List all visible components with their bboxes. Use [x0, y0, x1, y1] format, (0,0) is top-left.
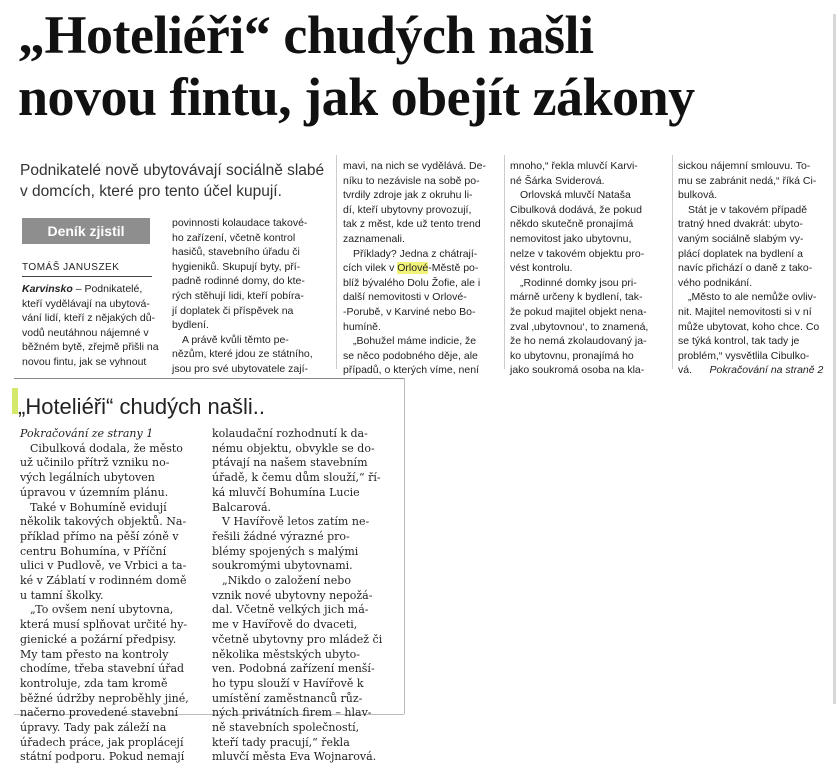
column-line: se něco podobného děje, ale	[343, 349, 478, 362]
column-line: ká mluvčí Bohumína Lucie	[212, 485, 360, 499]
column-line: povinnosti kolaudace takové-	[172, 217, 308, 229]
column-line: nelze v takovém objektu pro-	[510, 247, 645, 260]
column-line: „Nikdo o založení nebo	[222, 574, 351, 588]
column-line: ulici v Pudlově, ve Vrbici a ta-	[20, 559, 187, 573]
column-line: „Město to ale nemůže ovliv-	[688, 291, 817, 304]
column-line: Příklady? Jedna z chátrají-	[353, 247, 478, 260]
column-line: „Rodinné domky jsou pri-	[520, 276, 637, 289]
column-divider	[672, 155, 673, 369]
column-line: soukromými ubytovnami.	[212, 559, 353, 573]
column-line: zaznamenali.	[343, 232, 405, 245]
column-line: Karvinsko – Podnikatelé,	[22, 283, 143, 295]
headline	[18, 4, 828, 128]
column-line: Stát je v takovém případě	[688, 203, 808, 216]
dateline-place: Karvinsko	[22, 283, 73, 295]
column-line: me v Havířově do dvaceti,	[212, 618, 358, 632]
column-line: tak z měst, kde už tento trend	[343, 218, 481, 231]
column-line: kteří vydělávají na ubytová-	[22, 297, 150, 310]
column-line: načerno provedené stavební	[20, 706, 179, 720]
column-line: „Bohužel máme indicie, že	[353, 335, 477, 348]
column-divider	[504, 155, 505, 369]
column-line: že pokud majitel objekt nena-	[510, 305, 647, 318]
article-column-3	[343, 159, 503, 378]
column-line: se týká kontrol, tak tady je	[678, 335, 800, 348]
column-line: úřadech práce, jak proplácejí	[20, 735, 184, 749]
column-line: případů, o kterých víme, není	[343, 364, 479, 377]
column-line: Cibulková dodává, že pokud	[510, 203, 642, 216]
column-line: né Šárka Sviderová.	[510, 174, 605, 187]
section-divider	[14, 378, 404, 379]
column-line: humíně.	[343, 320, 381, 333]
column-line: ho zařízení, včetně kontrol	[172, 231, 296, 244]
column-line: běžném bytě, zřejmě přišli na	[22, 341, 159, 354]
column-line: vodů neutáhnou nájemné v	[22, 326, 149, 339]
article-column-2	[172, 216, 328, 377]
column-line: Cibulková dodala, že město	[30, 441, 183, 455]
column-line: novou fintu, jak se vyhnout	[22, 355, 147, 368]
column-line: může ubytovat, koho chce. Co	[678, 320, 820, 333]
column-line: která musí splňovat určité hy-	[20, 618, 188, 632]
column-line: nězům, které jdou ze státního,	[172, 348, 313, 361]
column-divider	[336, 155, 337, 369]
column-line: vých legálních ubytoven	[20, 471, 155, 485]
highlighted-word: Orlové	[397, 262, 429, 275]
column-line: včetně ubytovny pro mládež či	[212, 632, 383, 646]
column-line: níku to nezávisle na sobě po-	[343, 174, 480, 187]
column-line: nemovitost jako ubytovnu,	[510, 232, 632, 245]
column-line: ko ubytovnu, pronajímá ho	[510, 349, 634, 362]
continuation-column-2	[212, 427, 400, 765]
column-line: ven. Podobná zařízení menší-	[212, 662, 375, 676]
clipping-edge	[404, 378, 405, 714]
column-line: Balcarová.	[212, 500, 272, 514]
column-line: tratný hned dvakrát: ubyto-	[678, 218, 803, 231]
column-line: hasičů, stavebního úřadu či	[172, 246, 300, 259]
column-line: navíc přichází o daně z tako-	[678, 262, 813, 275]
column-line: gienické a požární předpisy.	[20, 632, 177, 646]
column-line: umístění zaměstnanců růz-	[212, 691, 363, 705]
column-line: ké v Záblatí v rodinném domě	[20, 574, 187, 588]
column-line: vá. Pokračování na straně 2	[678, 364, 824, 377]
column-line: úpravy. Tady pak záleží na	[20, 721, 167, 735]
column-line: bydlení.	[172, 319, 209, 332]
continuation-column-1	[20, 427, 206, 765]
column-line: vaným sociálně slabým vy-	[678, 232, 804, 245]
column-line: jsou pro své ubytovatele zají-	[172, 362, 308, 375]
column-line: vého podnikání.	[678, 276, 753, 289]
column-line: mnoho,“ řekla mluvčí Karvi-	[510, 160, 638, 172]
column-line: mluvčí města Eva Wojnarová.	[212, 750, 377, 764]
column-line: státní podporu. Pokud nemají	[20, 750, 185, 764]
column-line: „To ovšem není ubytovna,	[30, 603, 174, 617]
column-line: centru Bohumína, v Příční	[20, 544, 167, 558]
column-line: nému objektu, obvykle se do-	[212, 441, 375, 455]
column-line: mu se zabránit nedá,“ říká Ci-	[678, 174, 817, 187]
column-line: kteří tady pracují,“ řekla	[212, 735, 350, 749]
column-line: několik takových objektů. Na-	[20, 515, 187, 529]
column-line: ných privátních firem – hlav-	[212, 706, 372, 720]
column-line: kontroluje, zda tam kromě	[20, 676, 168, 690]
column-line: řešili žádné výrazné pro-	[212, 529, 350, 543]
column-line: cích vilek v Orlové-Městě po-	[343, 262, 479, 275]
article-column-1	[22, 282, 159, 370]
column-line: zval ‚ubytovnou‘, to znamená,	[510, 320, 649, 333]
column-line: jí doplatek či příspěvek na	[172, 304, 294, 317]
column-line: problém,“ vysvětlila Cibulko-	[678, 349, 810, 362]
column-line: u tamní školky.	[20, 588, 104, 602]
column-line: dal. Včetně velkých jich má-	[212, 603, 369, 617]
column-line: další nemovitosti v Orlové-	[343, 291, 467, 304]
column-line: vést kontrolu.	[510, 262, 573, 275]
column-line: márně určeny k bydlení, tak-	[510, 291, 643, 304]
column-line: sickou nájemní smlouvu. To-	[678, 160, 811, 172]
column-line: běžné údržby neproběhly jiné,	[20, 691, 189, 705]
column-line: rých stěhují lidi, kteří pobíra-	[172, 289, 304, 302]
column-line: ptávají na našem stavebním	[212, 456, 368, 470]
column-line: úpravou v územním plánu.	[20, 485, 169, 499]
column-line: ně stavebních společností,	[212, 721, 360, 735]
article-column-4	[510, 159, 672, 378]
section-badge: Deník zjistil	[22, 218, 150, 244]
column-line: -Porubě, v Karviné nebo Bo-	[343, 305, 476, 318]
author-byline: TOMÁŠ JANUSZEK	[22, 262, 120, 273]
headline-line-2: novou fintu, jak obejít zákony	[18, 67, 695, 127]
column-line: vání lidí, kteří z nějakých dů-	[22, 312, 156, 325]
column-line: padně rodinné domy, do kte-	[172, 275, 305, 288]
column-line: úřadě, k čemu dům slouží,“ ří-	[212, 471, 381, 485]
continued-from: Pokračování ze strany 1	[20, 427, 154, 440]
column-line: že ho nemá zkolaudovaný ja-	[510, 335, 647, 348]
continued-on-page: Pokračování na straně 2	[709, 364, 824, 377]
column-line: několika městských ubyto-	[212, 647, 361, 661]
column-line: ho typu slouží v Havířově k	[212, 676, 364, 690]
lead-line-1: Podnikatelé nově ubytovávají sociálně slabé	[20, 162, 325, 179]
column-line: chodíme, třeba stavební úřad	[20, 662, 185, 676]
column-line: vznik nové ubytovny nepožá-	[212, 588, 373, 602]
headline-line-1: „Hoteliéři“ chudých našli	[18, 5, 594, 65]
column-line: blíž bývalého Dolu Žofie, ale i	[343, 276, 481, 289]
column-line: V Havířově letos zatím ne-	[222, 515, 370, 529]
column-line: někdo skutečně pronajímá	[510, 218, 634, 231]
column-line: jako soukromá osoba na kla-	[510, 364, 645, 377]
column-line: Také v Bohumíně evidují	[30, 500, 167, 514]
continuation-headline: „Hoteliéři“ chudých našli..	[18, 394, 265, 419]
column-line: hygieniků. Skupují byty, pří-	[172, 260, 301, 273]
column-line: dí, kteří ubytovny provozují,	[343, 203, 472, 216]
column-line: blémy spojených s malými	[212, 544, 359, 558]
article-column-5	[678, 159, 833, 378]
column-line: nit. Majitel nemovitosti si v ní	[678, 305, 812, 318]
column-line: mavi, na nich se vydělává. De-	[343, 160, 486, 172]
column-line: příklad přímo na pěší zóně v	[20, 529, 179, 543]
column-line: A právě kvůli těmto pe-	[182, 333, 289, 346]
column-line: Orlovská mluvčí Nataša	[520, 189, 631, 202]
byline-rule	[22, 276, 152, 277]
lead-paragraph	[20, 160, 330, 202]
column-line: tvrdily zdroje jak z okruhu li-	[343, 189, 473, 202]
column-line: kolaudační rozhodnutí k da-	[212, 427, 368, 440]
column-line: My tam přesto na kontroly	[20, 647, 169, 661]
column-line: bulková.	[678, 189, 718, 202]
column-line: plácí doplatek na bydlení a	[678, 247, 803, 260]
lead-line-2: v domcích, které pro tento účel kupují.	[20, 183, 282, 200]
column-line: už učinilo přítrž vzniku no-	[20, 456, 170, 470]
